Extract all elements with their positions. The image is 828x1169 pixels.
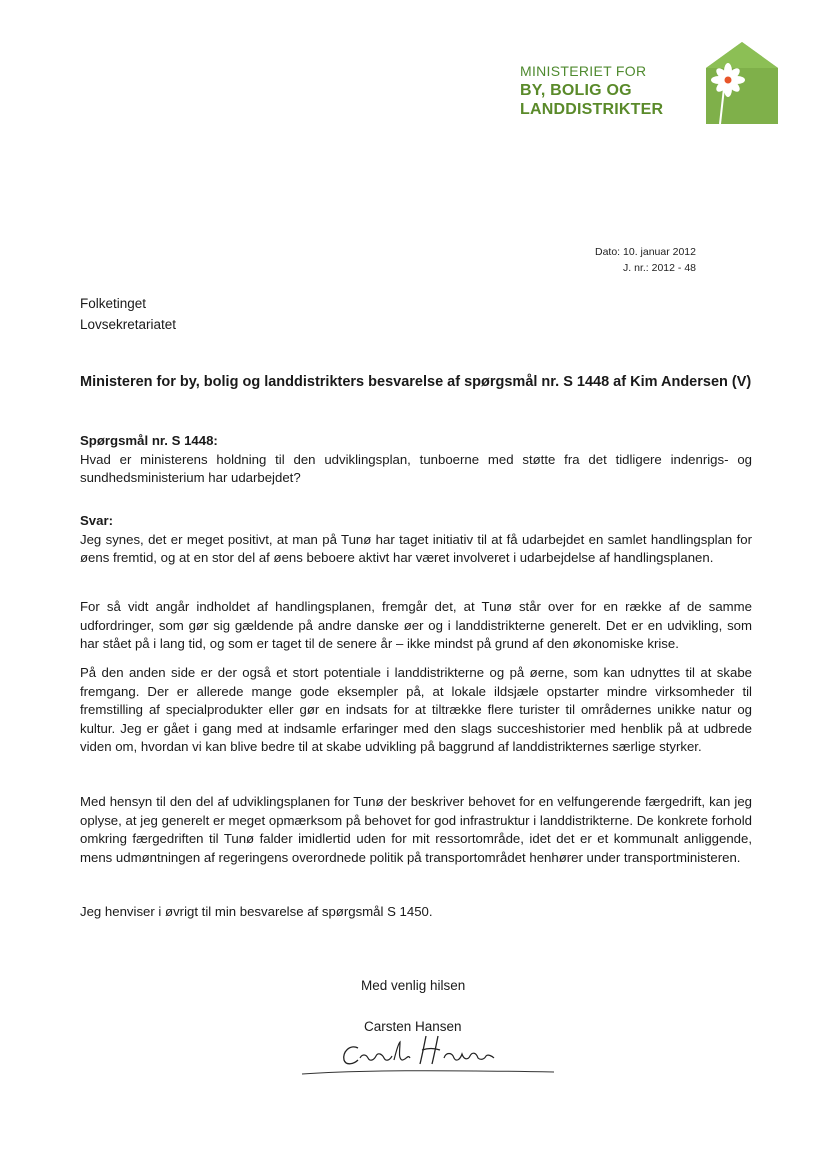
question-text: Hvad er ministerens holdning til den udviklingsplan, tunboerne med støtte fra det tidligere indenrigs- og sundhedsministerium har udarbejdet? xyxy=(80,451,752,485)
answer-paragraph-3: På den anden side er der også et stort potentiale i landdistrikterne og på øerne, som kan udnyttes til at skabe fremgang. Der er allerede mange gode eksempler på, at lokale ildsjæle opstarter mindre virksomheder til fremstilling af specialprodukter eller gør en indsats for at tiltrække flere turister til områdernes unikke natur og kultur. Jeg er gået i gang med at indsamle erfaringer med den slags succeshistorier med henblik på at udbrede viden om, hvordan vi kan blive bedre til at skabe udvikling på baggrund af landdistrikternes særlige styrker. xyxy=(80,665,752,754)
ministry-logo xyxy=(520,40,790,130)
signer-name: Carsten Hansen xyxy=(364,1019,462,1034)
answer-paragraph-4: Med hensyn til den del af udviklingsplanen for Tunø der beskriver behovet for en velfungerende færgedrift, kan jeg oplyse, at jeg generelt er meget opmærksom på behovet for god infrastruktur i landdistrikterne. De konkrete forhold omkring færgedriften til Tunø falder imidlertid uden for mit ressortområde, idet det er et kommunalt anliggende, mens udmøntningen af regeringens overordnede politik på transportområdet henhører under transportministeren. xyxy=(80,794,752,865)
journal-number: J. nr.: 2012 - 48 xyxy=(623,262,696,274)
answer-paragraph-5: Jeg henviser i øvrigt til min besvarelse af spørgsmål S 1450. xyxy=(80,904,433,919)
handwritten-signature xyxy=(298,1030,558,1080)
question-section xyxy=(80,432,752,488)
logo-line-2: BY, BOLIG OG xyxy=(520,82,632,99)
answer-paragraph-2: For så vidt angår indholdet af handlingsplanen, fremgår det, at Tunø står over for en række af de samme udfordringer, som gør sig gældende på andre danske øer og i landdistrikterne generelt. Det er en udvikling, som har stået på i lang tid, og som er taget til de senere år – ikke mindst på grund af den økonomiske krise. xyxy=(80,599,752,651)
house-flower-icon xyxy=(698,40,786,126)
date-block xyxy=(560,244,696,276)
answer-section xyxy=(80,512,752,568)
answer-paragraph-3-block xyxy=(80,664,752,757)
answer-heading: Svar: xyxy=(80,513,113,528)
logo-line-1: MINISTERIET FOR xyxy=(520,63,647,79)
recipient-address xyxy=(80,293,176,335)
answer-paragraph-4-block xyxy=(80,793,752,867)
recipient-line-1: Folketinget xyxy=(80,296,147,311)
logo-text xyxy=(520,62,663,119)
recipient-line-2: Lovsekretariatet xyxy=(80,317,177,332)
date-line: Dato: 10. januar 2012 xyxy=(595,246,696,258)
closing-salutation: Med venlig hilsen xyxy=(361,978,466,993)
logo-line-3: LANDDISTRIKTER xyxy=(520,101,664,118)
letter-title: Ministeren for by, bolig og landdistrikters besvarelse af spørgsmål nr. S 1448 af Kim Andersen (V) xyxy=(80,374,752,390)
question-heading: Spørgsmål nr. S 1448: xyxy=(80,433,218,448)
answer-paragraph-1: Jeg synes, det er meget positivt, at man på Tunø har taget initiativ til at få udarbejdet en samlet handlingsplan for øens fremtid, og at en stor del af øens beboere aktivt har været involveret i udarbejdelse af handlingsplanen. xyxy=(80,531,752,565)
answer-paragraph-2-block xyxy=(80,598,752,654)
answer-paragraph-5-block xyxy=(80,903,752,922)
